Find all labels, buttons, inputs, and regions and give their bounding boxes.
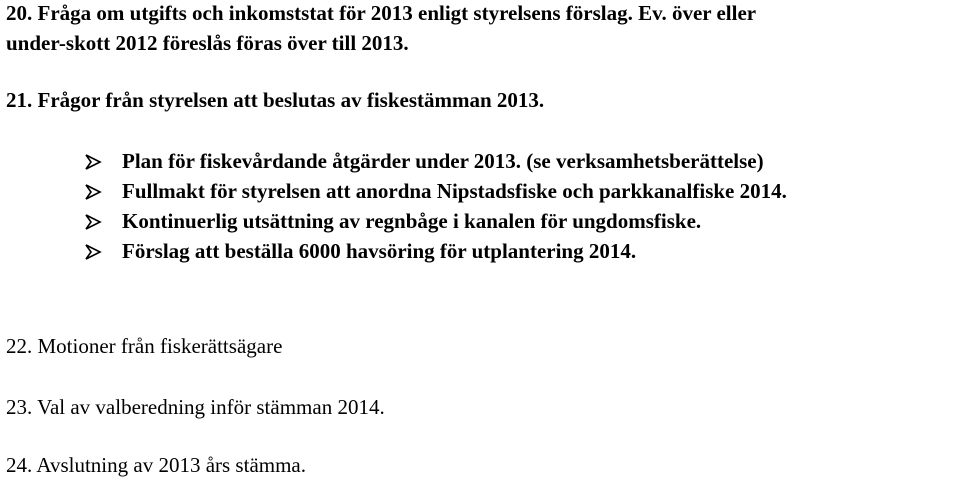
- arrowhead-bullet-icon: [84, 213, 102, 231]
- item-21-heading: 21. Frågor från styrelsen att beslutas av fiskestämman 2013.: [6, 88, 545, 112]
- bullet-item-3: [84, 211, 701, 232]
- arrowhead-bullet-icon: [84, 153, 102, 171]
- bullet-item-1-text: Plan för fiskevårdande åtgärder under 2013. (se verksamhetsberättelse): [122, 149, 764, 173]
- item-23-heading: 23. Val av valberedning inför stämman 2014.: [6, 395, 385, 419]
- item-20-line-1: 20. Fråga om utgifts och inkomststat för 2013 enligt styrelsens förslag. Ev. över eller: [6, 1, 757, 25]
- bullet-item-4-text: Förslag att beställa 6000 havsöring för utplantering 2014.: [122, 239, 637, 263]
- item-22-heading: 22. Motioner från fiskerättsägare: [6, 334, 283, 358]
- arrowhead-bullet-icon: [84, 243, 102, 261]
- arrowhead-bullet-icon: [84, 183, 102, 201]
- item-24-heading: 24. Avslutning av 2013 års stämma.: [6, 453, 306, 477]
- bullet-item-2-text: Fullmakt för styrelsen att anordna Nipstadsfiske och parkkanalfiske 2014.: [122, 179, 787, 203]
- bullet-item-2: [84, 181, 787, 202]
- item-20-line-2: under-skott 2012 föreslås föras över till 2013.: [6, 31, 409, 55]
- bullet-item-3-text: Kontinuerlig utsättning av regnbåge i kanalen för ungdomsfiske.: [122, 209, 702, 233]
- bullet-item-4: [84, 241, 636, 262]
- bullet-item-1: [84, 151, 764, 172]
